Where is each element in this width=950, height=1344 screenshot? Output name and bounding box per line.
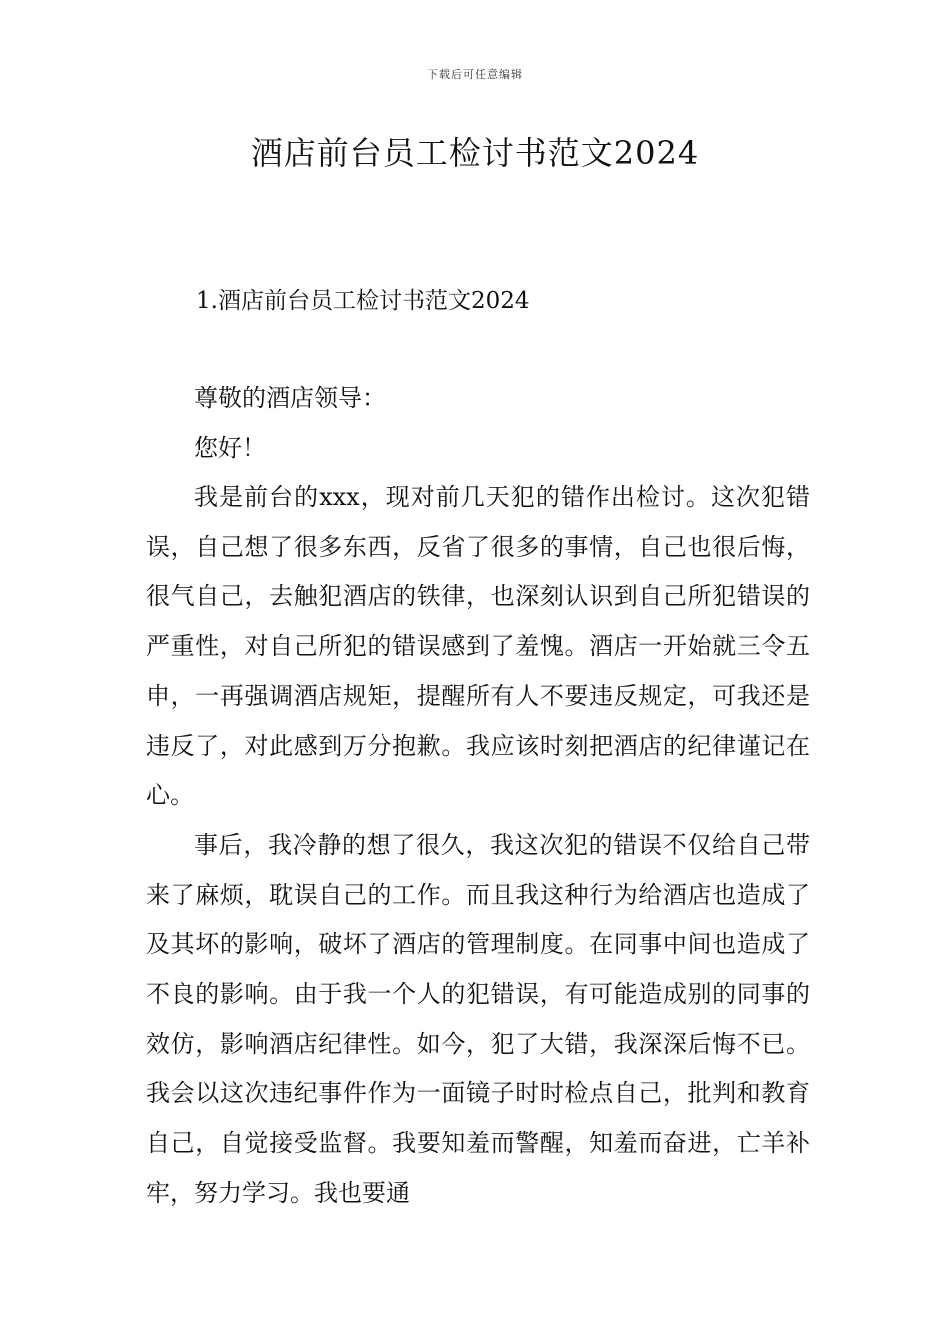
- body-paragraph-1: 我是前台的xxx，现对前几天犯的错作出检讨。这次犯错误，自己想了很多东西，反省了很多的事情，自己也很后悔，很气自己，去触犯酒店的铁律，也深刻认识到自己所犯错误的严重性，对自己所犯的错误感到了羞愧。酒店一开始就三令五申，一再强调酒店规矩，提醒所有人不要违反规定，可我还是违反了，对此感到万分抱歉。我应该时刻把酒店的纪律谨记在心。: [146, 483, 810, 810]
- greeting: 您好！: [194, 433, 266, 462]
- body-paragraph-2: 事后，我冷静的想了很久，我这次犯的错误不仅给自己带来了麻烦，耽误自己的工作。而且我这种行为给酒店也造成了及其坏的影响，破坏了酒店的管理制度。在同事中间也造成了不良的影响。由于我一个人的犯错误，有可能造成别的同事的效仿，影响酒店纪律性。如今，犯了大错，我深深后悔不已。我会以这次违纪事件作为一面镜子时时检点自己，批判和教育自己，自觉接受监督。我要知羞而警醒，知羞而奋进，亡羊补牢，努力学习。我也要通: [146, 830, 810, 1207]
- salutation-block: [146, 374, 810, 473]
- salutation: 尊敬的酒店领导：: [194, 384, 386, 412]
- letter-body: [146, 473, 810, 1219]
- document-title: 酒店前台员工检讨书范文2024: [250, 134, 700, 172]
- page-header-note: 下载后可任意编辑: [427, 68, 523, 81]
- section-heading: 1.酒店前台员工检讨书范文2024: [196, 288, 530, 314]
